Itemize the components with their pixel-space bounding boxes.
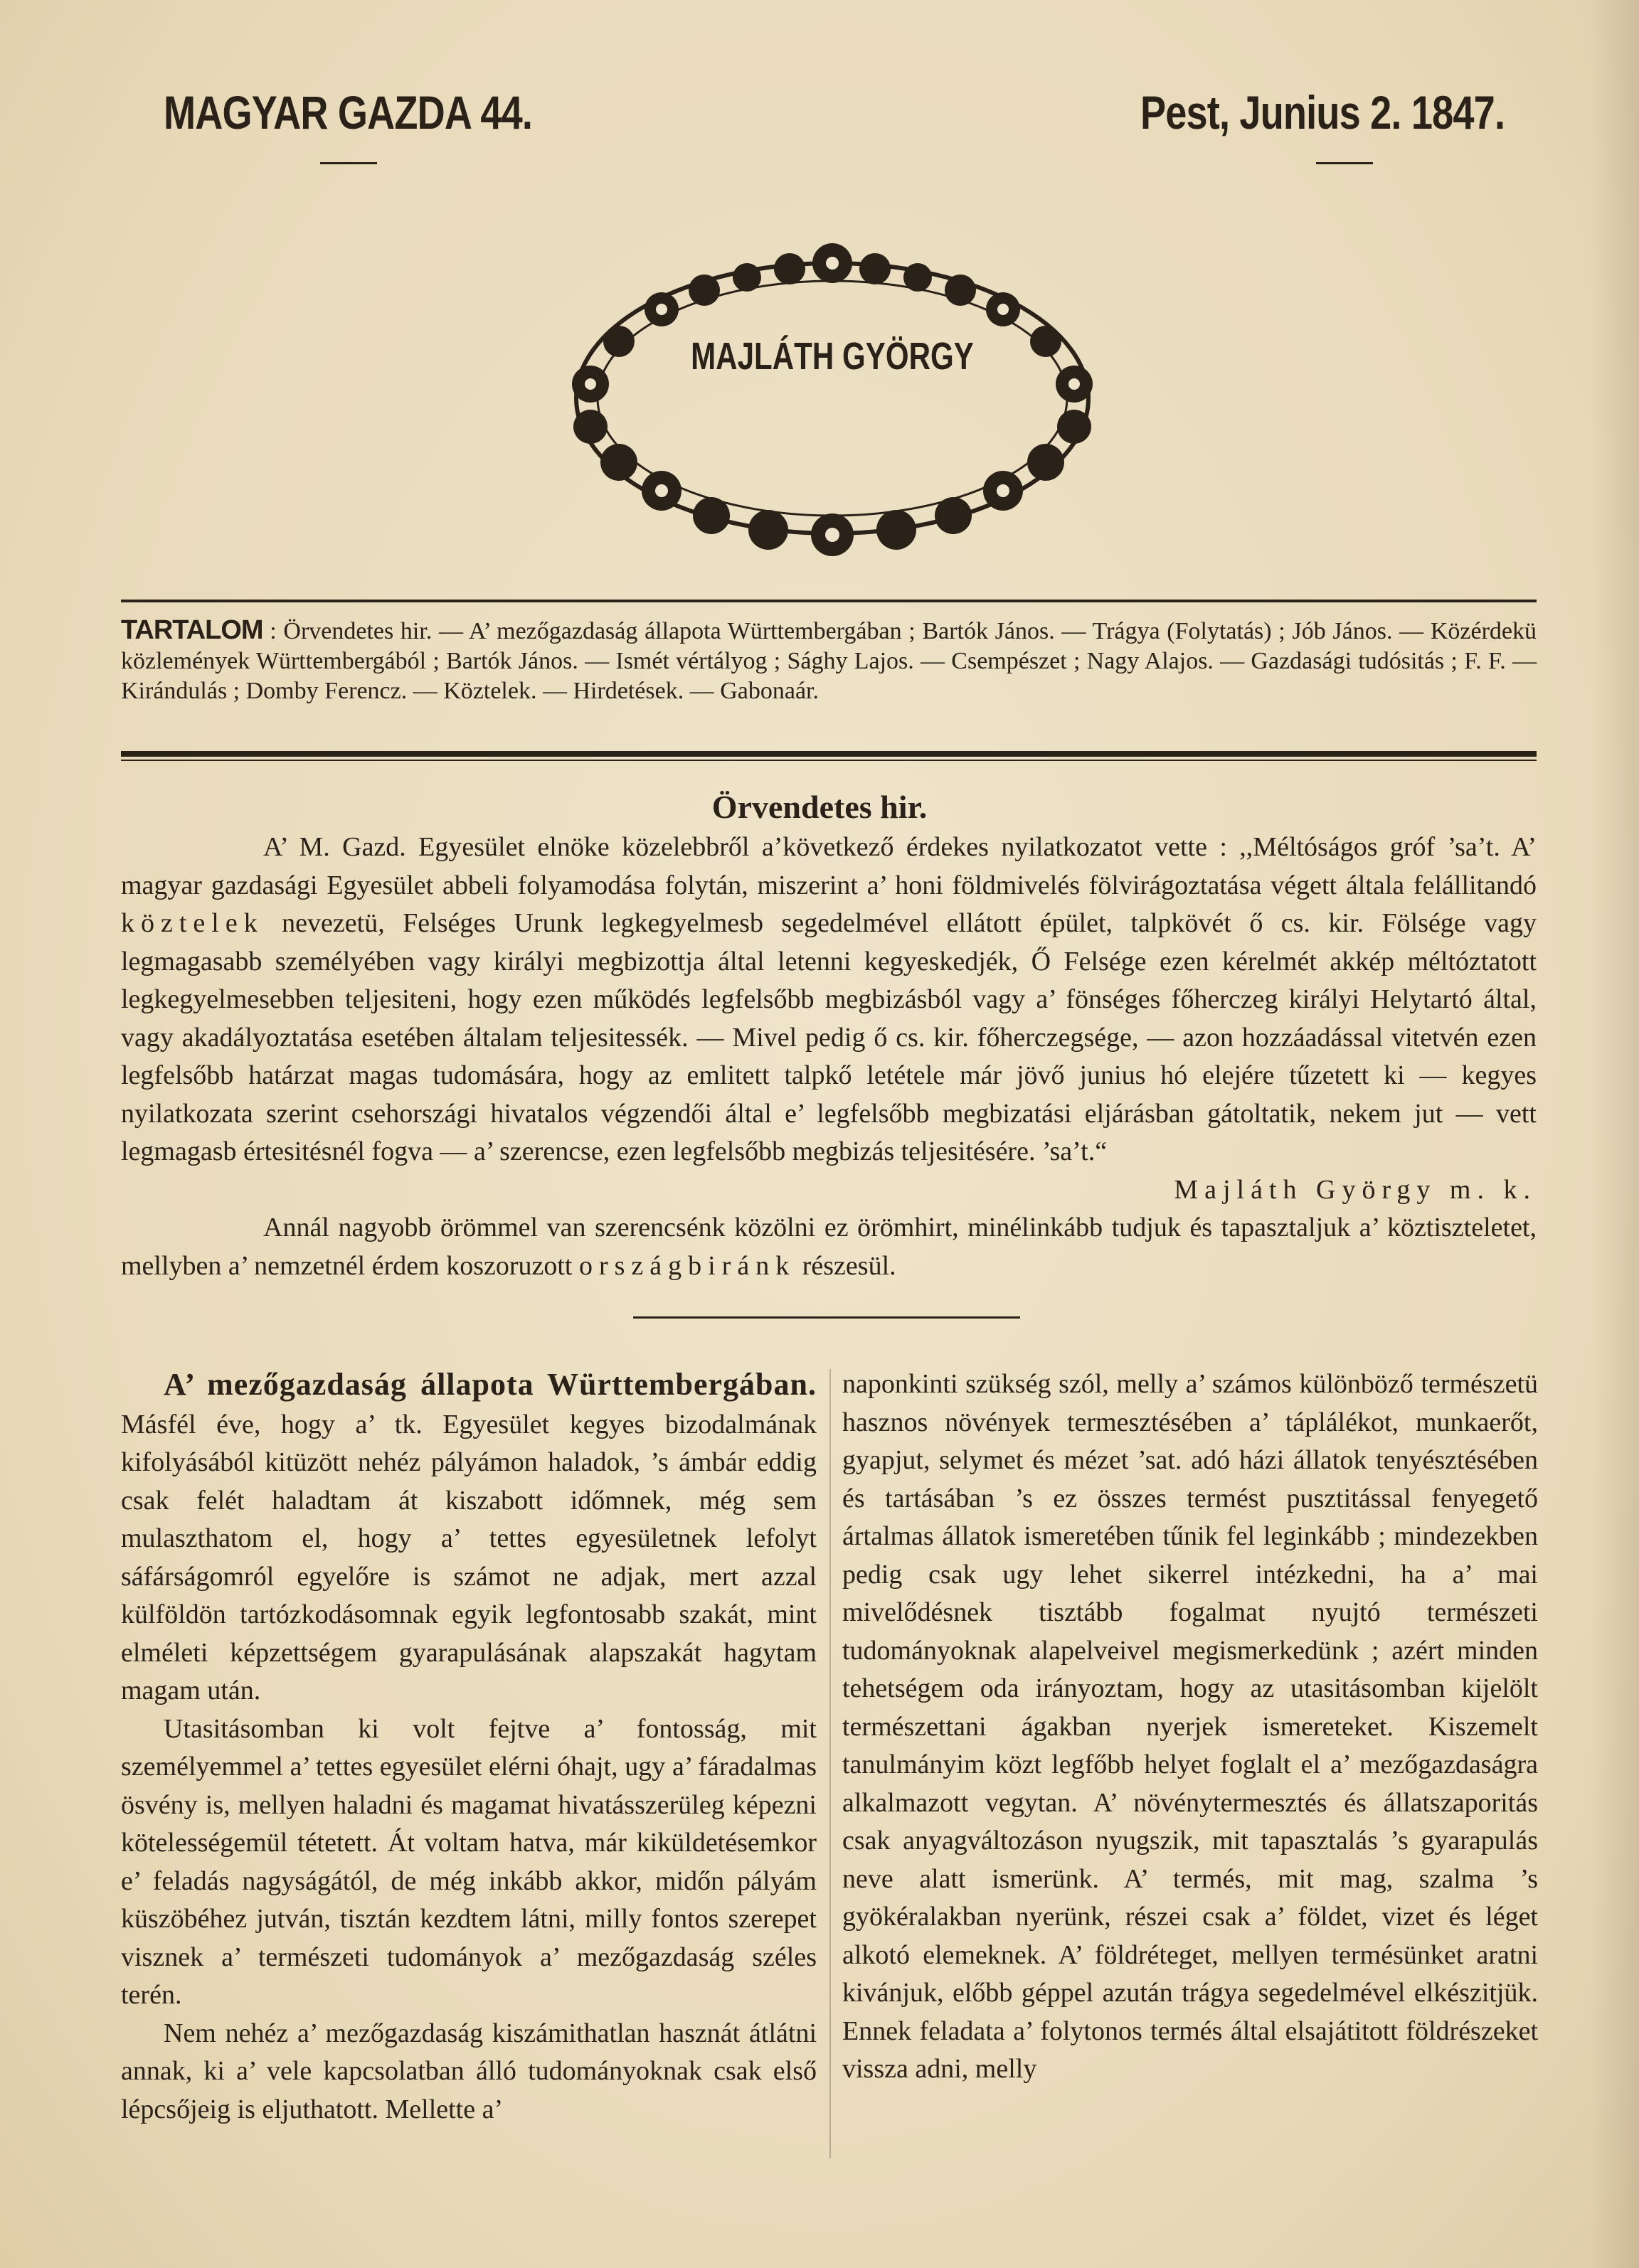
signature: Majláth György m. k. [1174, 1174, 1537, 1205]
masthead [164, 85, 1505, 149]
page-spine-shadow [1589, 0, 1639, 2268]
spaced-word: köztelek [121, 908, 264, 938]
section-title-orvendetes: Örvendetes hir. [711, 789, 928, 825]
masthead-rule-left [320, 162, 377, 164]
text-run: Annál nagyobb örömmel van szerencsénk közölni ez örömhirt, minélinkább tudjuk és tapasztaljuk a’ köztiszteletet, mellyben a’ nemzetnél érdem koszoruzott [121, 1213, 1537, 1281]
section-orvendetes-body [121, 829, 1537, 1285]
text-run: A’ M. Gazd. Egyesület elnöke közelebbről a’következő érdekes nyilatkozatot vette : ,,Méltóságos gróf ’sa’t. A’ magyar gazdasági Egyesület abbeli folyamodása folytán, miszerint a’ honi földmivelés fölvirágoztatása végett általa felállitandó [121, 832, 1537, 900]
column-divider [829, 1369, 831, 2158]
table-of-contents [121, 615, 1537, 706]
toc-text: Örvendetes hir. — A’ mezőgazdaság állapota Württembergában ; Bartók János. — Trágya (Folytatás) ; Jób János. — Közérdekü közlemények Württembergából ; Bartók János. — Ismét vértályog ; Sághy Lajos. — Csempészet ; Nagy Alajos. — Gazdasági tudósitás ; F. F. — Kirándulás ; Domby Ferencz. — Köztelek. — Hirdetések. — Gabonaár. [121, 618, 1537, 704]
toc-bottom-rule-thick [121, 751, 1537, 757]
paragraph [121, 1209, 1537, 1285]
text-run: részesül. [795, 1250, 896, 1281]
article-title: A’ mezőgazdaság állapota Württembergában. [164, 1367, 817, 1402]
floral-wreath-icon [548, 235, 1117, 562]
paragraph: Utasitásomban ki volt fejtve a’ fontosság, mit személyemmel a’ tettes egyesület elérni óhajt, ugy a’ fáradalmas ösvény is, mellyen haladni és magamat hivatásszerüleg képezni kötelességemül tétetett. Át voltam hatva, már kiküldetésemkor e’ feladás nagyságától, de még inkább akkor, midőn pályám küszöbéhez jutván, tisztán kezdtem látni, milly fontos szerepet visznek a’ természeti tudományok a’ mezőgazdaság széles terén. [121, 1713, 817, 2010]
spaced-word: országbiránk [578, 1250, 796, 1281]
paragraph [121, 829, 1537, 1205]
text-run: Másfél éve, hogy a’ tk. Egyesület kegyes bizodalmának kifolyásából kitüzött nehéz pályámon haladok, ’s ámbár eddig csak felét haladtam át kiszabott időmnek, még sem mulaszthatom el, hogy a’ tettes egyesületnek lefolyt sáfárságomról egyelőre is számot ne adjak, mert azzal külföldön tartózkodásomnak egyik legfontosabb szakát, mint elméleti képzettségem gyarapulásának alapszakát hagytam magam után. [121, 1409, 817, 1705]
masthead-issue: MAGYAR GAZDA 44. [164, 86, 533, 139]
floral-wreath-vignette [548, 235, 1117, 562]
text-run: nevezetü, Felséges Urunk legkegyelmesb segedelmével ellátott épület, talpkövét ő cs. kir. Fölsége vagy legmagasabb személyében vagy királyi megbizottja által letenni kegyeskedjék, Ő Felsége ezen kérelmét akkép méltóztatott legkegyelmesebben teljesiteni, hogy ezen működés legfelsőbb megbizásból vagy a’ fönséges főherczeg királyi Helytartó által, vagy akadályoztatása esetében általam teljesitessék. — Mivel pedig ő cs. kir. főherczegsége, — azon hozzáadással vitetvén ezen legfelsőbb határzat magas tudomására, hogy az emlitett talpkő letétele már jövő junius hó elejére tűzetett ki — kegyes nyilatkozata szerint csehországi hivatalos végzendői által e’ legfelsőbb megbizatási eljárásban gátoltatik, nekem jut — vett legmagasb értesitésnél fogva — a’ szerencse, ezen legfelsőbb megbizás teljesitésére. ’sa’t.“ [121, 908, 1537, 1166]
section-divider [633, 1316, 1020, 1319]
article-column-left [121, 1365, 817, 2129]
paragraph: Nem nehéz a’ mezőgazdaság kiszámithatlan hasznát átlátni annak, ki a’ vele kapcsolatban álló tudományoknak csak első lépcsőjeig is eljuthatott. Mellette a’ [121, 2018, 817, 2124]
toc-label: TARTALOM [121, 615, 263, 645]
paragraph: naponkinti szükség szól, melly a’ számos különböző természetü hasznos növények termesztésében a’ táplálékot, munkaerőt, gyapjut, selymet és mézet ’sat. adó házi állatok tenyésztésében és tartásában ’s ez összes termést pusztitással fenyegető ártalmas állatok ismeretében tűnik fel leginkább ; mindezekben pedig csak ugy lehet sikerrel intézkedni, ha a’ mai mivelődésnek tisztább fogalmat nyujtó természeti tudományoknak alapelveivel megismerkedünk ; azért minden tehetségem oda irányoztam, hogy az utasitásomban kijelölt természettani ágakban nyerjek ismereteket. Kiszemelt tanulmányim közt legfőbb helyet foglalt el a’ mezőgazdaságra alkalmazott vegytan. A’ növénytermesztés és állatszaporitás csak anyagváltozáson nyugszik, mit tapasztalás ’s gyarapulás neve alatt ismerünk. A’ termés, mit mag, szalma ’s gyökéralakban nyerünk, részei csak a’ földet, vizet és léget alkotó elemeknek. A’ földréteget, mellyen termésünket aratni kivánjuk, előbb géppel azután trágya segedelmével elkészitjük. Ennek feladata a’ folytonos termés által elsajátitott földrészeket vissza adni, melly [842, 1369, 1538, 2084]
article-column-right [842, 1365, 1538, 2089]
masthead-rule-right [1316, 162, 1373, 164]
paragraph [121, 1365, 817, 1710]
masthead-date: Pest, Junius 2. 1847. [1140, 86, 1505, 139]
toc-top-rule [121, 600, 1537, 602]
toc-bottom-rule-thin [121, 760, 1537, 761]
toc-colon: : [262, 618, 284, 644]
vignette-title: MAJLÁTH GYÖRGY [691, 335, 974, 378]
